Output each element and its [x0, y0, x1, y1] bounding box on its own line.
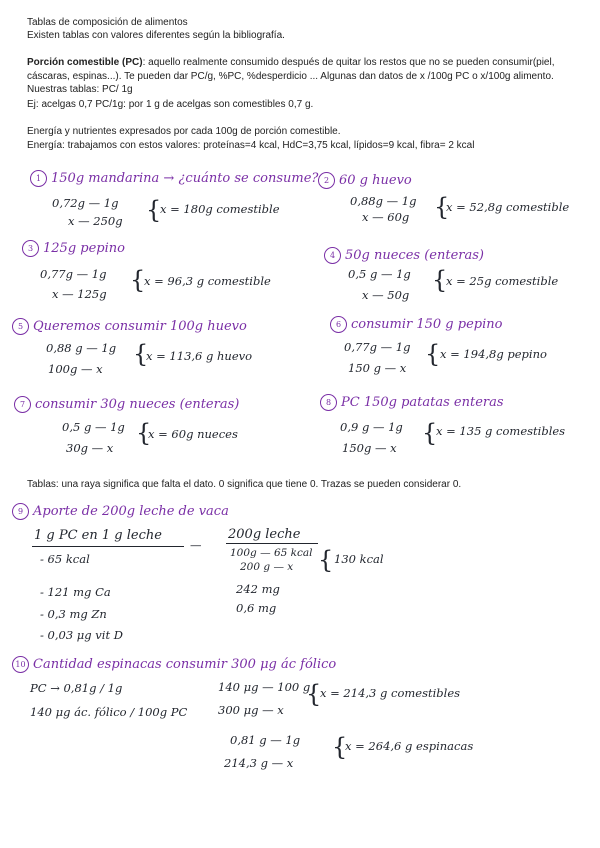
exercise-4-title	[324, 247, 484, 264]
brace: {	[318, 546, 334, 574]
tables-note: Tablas: una raya significa que falta el dato. 0 significa que tiene 0. Trazas se pueden considerar 0.	[27, 479, 462, 490]
dash: —	[190, 538, 202, 552]
exercise-3-result: x = 96,3 g comestible	[144, 274, 271, 288]
energy-line-1: Energía y nutrientes expresados por cada 100g de porción comestible.	[27, 126, 341, 137]
exercise-10-a-row1: 140 μg — 100 g	[218, 680, 311, 694]
exercise-9-item: - 0,03 μg vit D	[40, 628, 123, 642]
brace: {	[133, 340, 149, 368]
exercise-number: 1	[30, 170, 47, 187]
exercise-1-title	[30, 170, 318, 187]
exercise-number: 10	[12, 656, 29, 673]
exercise-7-title	[14, 396, 239, 413]
example-line: Ej: acelgas 0,7 PC/1g: por 1 g de acelgas son comestibles 0,7 g.	[27, 99, 314, 110]
exercise-title-text: Aporte de 200g leche de vaca	[33, 504, 229, 519]
exercise-title-text: consumir 150 g pepino	[351, 317, 503, 332]
exercise-9-item: - 121 mg Ca	[40, 585, 111, 599]
brace: {	[422, 419, 438, 447]
exercise-10-title	[12, 656, 336, 673]
exercise-1-row1: 0,72g — 1g	[52, 196, 119, 210]
exercise-8-title	[320, 394, 504, 411]
exercise-10-b-row2: 214,3 g — x	[224, 756, 294, 770]
brace: {	[434, 193, 450, 221]
exercise-3-title	[22, 240, 125, 257]
energy-line-2: Energía: trabajamos con estos valores: proteínas=4 kcal, HdC=3,75 kcal, lípidos=9 kcal, fibra= 2 kcal	[27, 140, 475, 151]
exercise-10-a-result: x = 214,3 g comestibles	[320, 686, 461, 700]
exercise-7-row2: 30g — x	[66, 441, 114, 455]
exercise-7-result: x = 60g nueces	[148, 427, 238, 441]
exercise-4-row2: x — 50g	[362, 288, 410, 302]
exercise-6-result: x = 194,8g pepino	[440, 347, 547, 361]
exercise-4-row1: 0,5 g — 1g	[348, 267, 411, 281]
exercise-9-right-item: 242 mg	[236, 582, 280, 596]
exercise-10-a-row2: 300 μg — x	[218, 703, 284, 717]
exercise-8-row1: 0,9 g — 1g	[340, 420, 403, 434]
exercise-number: 3	[22, 240, 39, 257]
exercise-8-result: x = 135 g comestibles	[436, 424, 566, 438]
tables-line: Nuestras tablas: PC/ 1g	[27, 84, 133, 95]
brace: {	[146, 196, 162, 224]
exercise-3-row1: 0,77g — 1g	[40, 267, 107, 281]
brace: {	[425, 340, 441, 368]
exercise-7-row1: 0,5 g — 1g	[62, 420, 125, 434]
exercise-6-row2: 150 g — x	[348, 361, 407, 375]
exercise-title-text: 50g nueces (enteras)	[345, 248, 484, 263]
exercise-9-item: - 65 kcal	[40, 552, 90, 566]
exercise-9-right-row2: 200 g — x	[240, 561, 294, 573]
exercise-2-row1: 0,88g — 1g	[350, 194, 417, 208]
exercise-4-result: x = 25g comestible	[446, 274, 559, 288]
exercise-1-row2: x — 250g	[68, 214, 123, 228]
exercise-title-text: Queremos consumir 100g huevo	[33, 319, 247, 334]
exercise-2-result: x = 52,8g comestible	[446, 200, 570, 214]
exercise-2-title	[318, 172, 412, 189]
exercise-title-text: consumir 30g nueces (enteras)	[35, 397, 240, 412]
exercise-10-acid: 140 μg ác. fólico / 100g PC	[30, 705, 188, 719]
exercise-number: 6	[330, 316, 347, 333]
exercise-number: 5	[12, 318, 29, 335]
exercise-title-text: PC 150g patatas enteras	[341, 395, 504, 410]
page-title: Tablas de composición de alimentos	[27, 17, 188, 28]
exercise-number: 4	[324, 247, 341, 264]
exercise-5-row2: 100g — x	[48, 362, 103, 376]
brace: {	[136, 419, 152, 447]
brace: {	[306, 680, 322, 708]
pc-definition-2: cáscaras, espinas...). Te pueden dar PC/g, %PC, %desperdicio ... Algunas dan datos de x /100g PC o x/100g alimento.	[27, 71, 554, 82]
exercise-9-left-head: 1 g PC en 1 g leche	[34, 528, 162, 543]
exercise-10-pc: PC → 0,81g / 1g	[30, 681, 123, 695]
exercise-9-right-row1: 100g — 65 kcal	[230, 547, 313, 559]
brace: {	[332, 733, 348, 761]
brace: {	[130, 266, 146, 294]
underline	[32, 546, 184, 547]
exercise-number: 2	[318, 172, 335, 189]
exercise-9-title	[12, 503, 229, 520]
exercise-9-right-head: 200g leche	[228, 527, 301, 542]
exercise-5-result: x = 113,6 g huevo	[146, 349, 253, 363]
exercise-2-row2: x — 60g	[362, 210, 410, 224]
pc-term: Porción comestible (PC)	[27, 57, 143, 68]
exercise-5-row1: 0,88 g — 1g	[46, 341, 117, 355]
pc-def: : aquello realmente consumido después de quitar los restos que no se pueden consumir(piel,	[142, 57, 555, 68]
exercise-6-title	[330, 316, 502, 333]
exercise-number: 8	[320, 394, 337, 411]
exercise-9-right-result: 130 kcal	[334, 552, 384, 566]
exercise-10-b-row1: 0,81 g — 1g	[230, 733, 301, 747]
exercise-8-row2: 150g — x	[342, 441, 397, 455]
exercise-9-right-item: 0,6 mg	[236, 601, 277, 615]
exercise-title-text: 125g pepino	[43, 241, 125, 256]
pc-definition	[27, 56, 587, 69]
exercise-5-title	[12, 318, 247, 335]
exercise-1-result: x = 180g comestible	[160, 202, 280, 216]
exercise-10-b-result: x = 264,6 g espinacas	[345, 739, 474, 753]
exercise-number: 7	[14, 396, 31, 413]
intro-line: Existen tablas con valores diferentes según la bibliografía.	[27, 30, 285, 41]
exercise-title-text: 150g mandarina → ¿cuánto se consume?	[51, 171, 319, 186]
underline	[226, 543, 318, 544]
exercise-3-row2: x — 125g	[52, 287, 107, 301]
exercise-9-item: - 0,3 mg Zn	[40, 607, 107, 621]
brace: {	[432, 266, 448, 294]
exercise-title-text: 60 g huevo	[339, 173, 412, 188]
exercise-title-text: Cantidad espinacas consumir 300 μg ác fólico	[33, 657, 337, 672]
exercise-6-row1: 0,77g — 1g	[344, 340, 411, 354]
exercise-number: 9	[12, 503, 29, 520]
